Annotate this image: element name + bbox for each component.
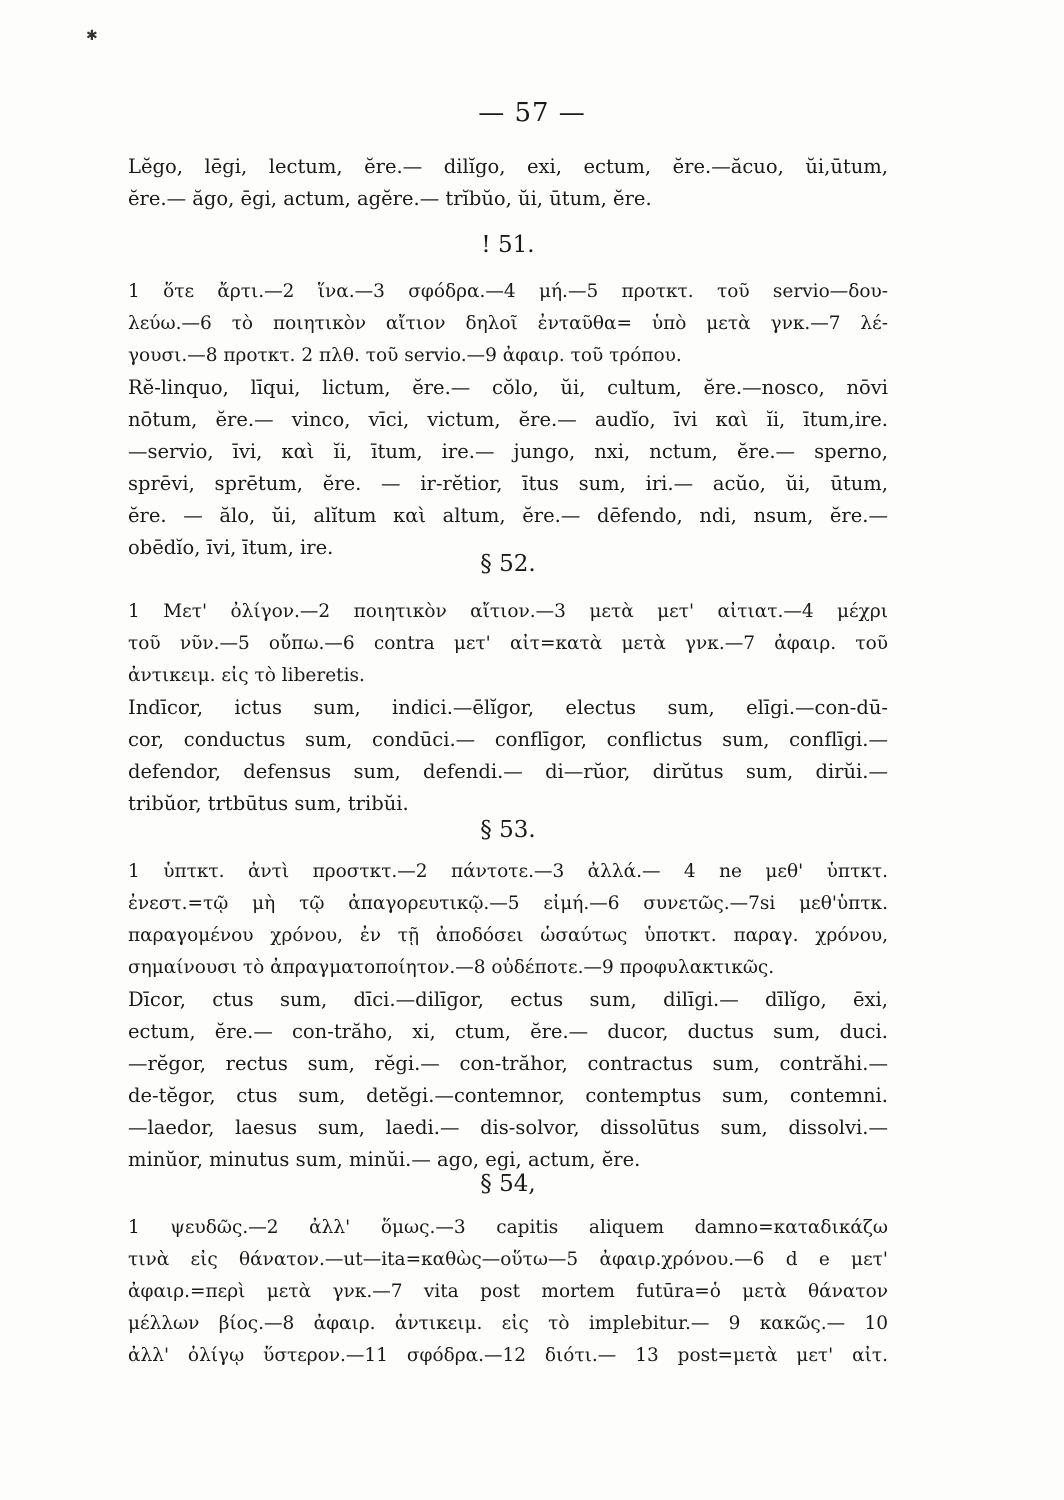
text-line: —servio, īvi, καὶ ĭi, ītum, ire.— jungo, nxi, nctum, ĕre.— sperno, <box>128 440 888 463</box>
page-mark: ✱ <box>86 28 98 44</box>
section-heading-54-block <box>128 1168 888 1200</box>
text-line: ectum, ĕre.— con-trăho, xi, ctum, ĕre.— ducor, ductus sum, duci. <box>128 1020 888 1043</box>
text-line: τοῦ νῦν.—5 οὔπω.—6 contra μετ' αἰτ=κατὰ μετὰ γνκ.—7 ἀφαιρ. τοῦ <box>128 633 888 654</box>
section-heading-53: § 53. <box>480 817 536 843</box>
text-line: cor, conductus sum, condūci.— conflīgor, conflictus sum, conflīgi.— <box>128 728 888 751</box>
text-line: λεύω.—6 τὸ ποιητικὸν αἴτιον δηλοῖ ἐνταῦθα= ὑπὸ μετὰ γνκ.—7 λέ- <box>128 313 888 334</box>
section-heading-54: § 54, <box>480 1171 536 1197</box>
section-heading-51-block <box>128 229 888 261</box>
text-line: ἀλλ' ὀλίγῳ ὕστερον.—11 σφόδρα.—12 διότι.— 13 post=μετὰ μετ' αἰτ. <box>128 1345 888 1366</box>
text-line: minŭor, minutus sum, minŭi.— ago, egi, actum, ĕre. <box>128 1148 641 1171</box>
text-line: σημαίνουσι τὸ ἀπραγματοποίητον.—8 οὐδέποτε.—9 προφυλακτικῶς. <box>128 957 775 978</box>
text-line: sprēvi, sprētum, ĕre. — ir-rĕtior, ītus sum, iri.— acŭo, ŭi, ūtum, <box>128 472 888 495</box>
text-line: ἀφαιρ.=περὶ μετὰ γνκ.—7 vita post mortem futūra=ὁ μετὰ θάνατον <box>128 1281 888 1302</box>
text-line: de-tĕgor, ctus sum, detĕgi.—contemnor, contemptus sum, contemni. <box>128 1084 888 1107</box>
text-line: —laedor, laesus sum, laedi.— dis-solvor, dissolūtus sum, dissolvi.— <box>128 1116 888 1139</box>
text-line: Lĕgo, lēgi, lectum, ĕre.— dilĭgo, exi, ectum, ĕre.—ăcuo, ŭi,ūtum, <box>128 155 888 178</box>
text-block-54 <box>128 1212 888 1372</box>
section-heading-53-block <box>128 814 888 846</box>
text-line: Dīcor, ctus sum, dīci.—dilīgor, ectus sum, dilīgi.— dīlĭgo, ēxi, <box>128 988 888 1011</box>
text-line: παραγομένου χρόνου, ἐν τῇ ἀποδόσει ὡσαύτως ὑποτκτ. παραγ. χρόνου, <box>128 925 888 946</box>
text-line: Rĕ-linquo, līqui, lictum, ĕre.— cŏlo, ŭi, cultum, ĕre.—nosco, nōvi <box>128 376 888 399</box>
text-block-51 <box>128 276 888 564</box>
section-heading-52-block <box>128 548 888 580</box>
text-line: ĕre. — ălo, ŭi, alĭtum καὶ altum, ĕre.— dēfendo, ndi, nsum, ĕre.— <box>128 504 888 527</box>
text-line: defendor, defensus sum, defendi.— di—rŭor, dirŭtus sum, dirŭi.— <box>128 760 888 783</box>
text-line: ĕre.— ăgo, ēgi, actum, agĕre.— trĭbŭo, ŭi, ūtum, ĕre. <box>128 187 652 210</box>
text-line: 1 ψευδῶς.—2 ἀλλ' ὅμως.—3 capitis aliquem damno=καταδικάζω <box>128 1217 888 1238</box>
page-number: — 57 — <box>478 98 586 128</box>
text-line: 1 Μετ' ὀλίγον.—2 ποιητικὸν αἴτιον.—3 μετὰ μετ' αἰτιατ.—4 μέχρι <box>128 601 888 622</box>
section-heading-51: ! 51. <box>481 232 535 258</box>
text-line: τινὰ εἰς θάνατον.—ut—ita=καθὼς—οὕτω—5 ἀφαιρ.χρόνου.—6 d e μετ' <box>128 1249 888 1270</box>
text-line: obēdĭo, īvi, ītum, ire. <box>128 536 334 559</box>
text-block-53 <box>128 856 888 1176</box>
text-line: ἀντικειμ. εἰς τὸ liberetis. <box>128 665 365 686</box>
text-line: ἐνεστ.=τῷ μὴ τῷ ἀπαγορευτικῷ.—5 εἰμή.—6 συνετῶς.—7si μεθ'ὑπτκ. <box>128 893 888 914</box>
text-block-1 <box>128 151 888 215</box>
text-line: tribŭor, trtbūtus sum, tribŭi. <box>128 792 409 815</box>
text-block-52 <box>128 596 888 820</box>
text-line: Indīcor, ictus sum, indici.—ēlĭgor, electus sum, elīgi.—con-dū- <box>128 696 888 719</box>
text-line: 1 ὅτε ἄρτι.—2 ἵνα.—3 σφόδρα.—4 μή.—5 προτκτ. τοῦ servio—δου- <box>128 281 888 302</box>
section-heading-52: § 52. <box>480 551 536 577</box>
text-line: 1 ὑπτκτ. ἀντὶ προστκτ.—2 πάντοτε.—3 ἀλλά.— 4 ne μεθ' ὑπτκτ. <box>128 861 888 882</box>
text-line: nōtum, ĕre.— vinco, vīci, victum, ĕre.— audĭo, īvi καὶ ĭi, ītum,ire. <box>128 408 888 431</box>
text-line: μέλλων βίος.—8 ἀφαιρ. ἀντικειμ. εἰς τὸ implebitur.— 9 κακῶς.— 10 <box>128 1313 888 1334</box>
text-line: γουσι.—8 προτκτ. 2 πλθ. τοῦ servio.—9 ἀφαιρ. τοῦ τρόπου. <box>128 345 682 366</box>
text-line: —rĕgor, rectus sum, rĕgi.— con-trăhor, contractus sum, contrăhi.— <box>128 1052 888 1075</box>
